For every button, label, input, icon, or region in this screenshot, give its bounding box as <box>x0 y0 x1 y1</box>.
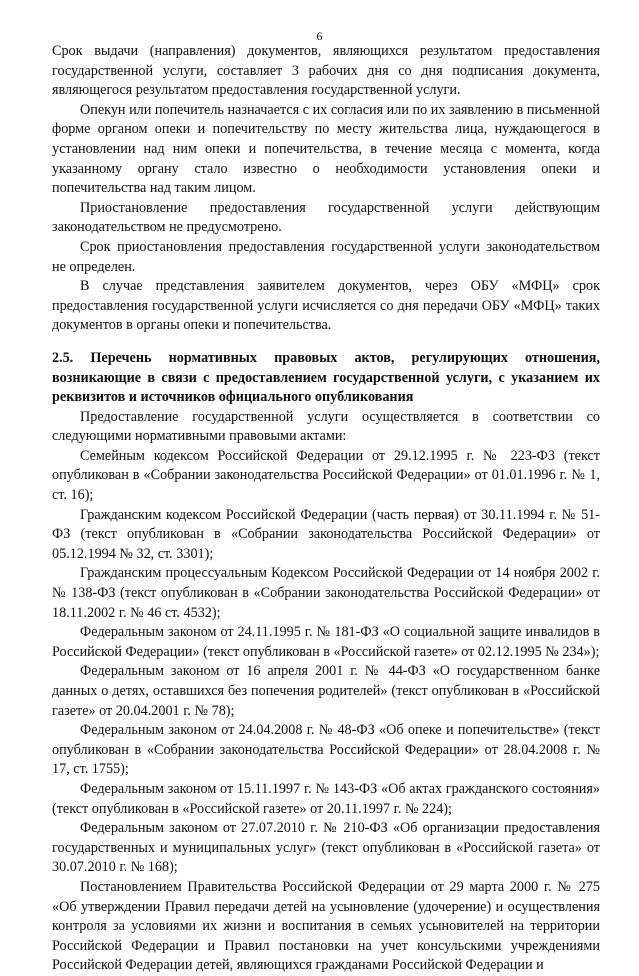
paragraph-mfc: В случае представления заявителем документов, через ОБУ «МФЦ» срок предоставления государственной услуги исчисляется со дня передачи ОБУ «МФЦ» таких документов в органы опеки и попечительства. <box>52 278 600 334</box>
paragraph-guardian-appointment: Опекун или попечитель назначается с их согласия или по их заявлению в письменной форме органом опеки и попечительству по месту жительства лица, нуждающегося в установлении над ним опеки и попечительства, в течение месяца с момента, когда указанному органу стало известно о необходимости установления опеки и попечительства над таким лицом. <box>52 101 600 197</box>
paragraph-law-48: Федеральным законом от 24.04.2008 г. № 48-ФЗ «Об опеке и попечительстве» (текст опубликован в «Собрании законодательства Российской Федерации» от 28.04.2008 г. № 17, ст. 1755); <box>52 722 600 778</box>
paragraph-resolution-275: Постановлением Правительства Российской Федерации от 29 марта 2000 г. № 275 «Об утверждении Правил передачи детей на усыновление (удочерение) и осуществления контроля за условиями их жизни и воспитания в семьях усыновителей на территории Российской Федерации и Правил постановки на учет консульскими учреждениями Российской Федерации детей, являющихся гражданами Российской Федерации и <box>52 878 600 974</box>
paragraph-suspension: Приостановление предоставления государственной услуги действующим законодательством не предусмотрено. <box>52 199 600 236</box>
document-body <box>52 42 600 976</box>
paragraph-issue-term: Срок выдачи (направления) документов, являющихся результатом предоставления государственной услуги, составляет 3 рабочих дня со дня подписания документа, являющегося результатом предоставления государственной услуги. <box>52 43 600 99</box>
paragraph-law-210: Федеральным законом от 27.07.2010 г. № 210-ФЗ «Об организации предоставления государственных и муниципальных услуг» (текст опубликован в «Российской газета» от 30.07.2010 г. № 168); <box>52 820 600 876</box>
paragraph-civil-procedure-code: Гражданским процессуальным Кодексом Российской Федерации от 14 ноября 2002 г. № 138-ФЗ (текст опубликован в «Собрании законодательства Российской Федерации» от 18.11.2002 г. № 46 ст. 4532); <box>52 565 600 621</box>
paragraph-law-44: Федеральным законом от 16 апреля 2001 г. № 44-ФЗ «О государственном банке данных о детях, оставшихся без попечения родителей» (текст опубликован в «Российской газете» от 20.04.2001 г. № 78); <box>52 663 600 719</box>
paragraph-law-181: Федеральным законом от 24.11.1995 г. № 181-ФЗ «О социальной защите инвалидов в Российской Федерации» (текст опубликован в «Российской газете» от 02.12.1995 № 234»); <box>52 624 600 660</box>
paragraph-legal-basis-intro: Предоставление государственной услуги осуществляется в соответствии со следующими нормативными правовыми актами: <box>52 408 600 445</box>
paragraph-civil-code: Гражданским кодексом Российской Федерации (часть первая) от 30.11.1994 г. № 51-ФЗ (текст опубликован в «Собрании законодательства Российской Федерации» от 05.12.1994 № 32, ст. 3301); <box>52 506 600 562</box>
paragraph-law-143: Федеральным законом от 15.11.1997 г. № 143-ФЗ «Об актах гражданского состояния» (текст опубликован в «Российской газете» от 20.11.1997 г. № 224); <box>52 780 600 817</box>
section-heading-2-5: 2.5. Перечень нормативных правовых актов, регулирующих отношения, возникающие в связи с предоставлением государственной услуги, с указанием их реквизитов и источников официального опубликования <box>52 349 600 406</box>
page-number: 6 <box>316 29 323 43</box>
section-gap <box>52 336 600 349</box>
paragraph-suspension-term: Срок приостановления предоставления государственной услуги законодательством не определен. <box>52 238 600 275</box>
paragraph-family-code: Семейным кодексом Российской Федерации от 29.12.1995 г. № 223-ФЗ (текст опубликован в «Собрании законодательства Российской Федерации» от 01.01.1996 г. № 1, ст. 16); <box>52 447 600 504</box>
